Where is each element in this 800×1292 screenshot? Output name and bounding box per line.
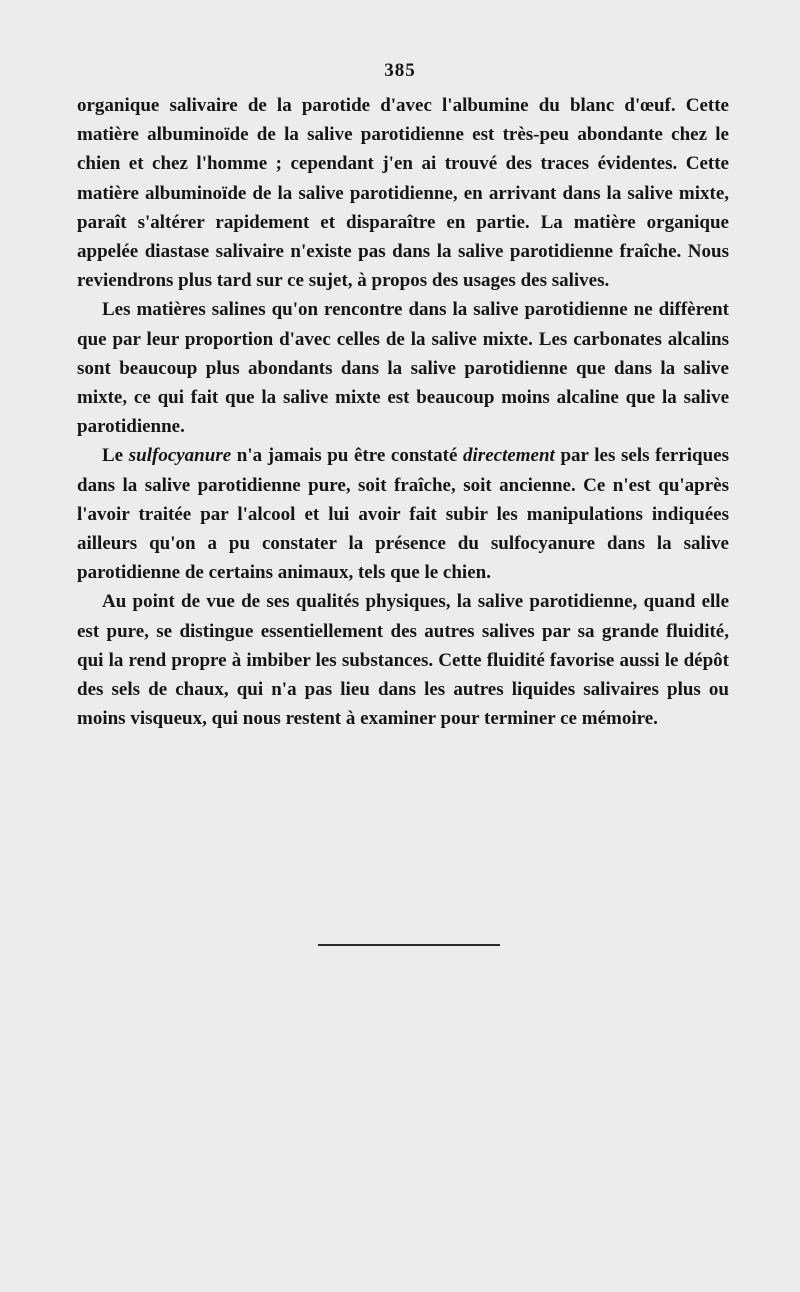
term-sulfocyanure: sulfocyanure [128,445,232,467]
page-number: 385 [384,60,416,81]
paragraph-continuation: organique salivaire de la parotide d'avec l'albumine du blanc d'œuf. Cette matière albuminoïde de la salive parotidienne est très-peu abondante chez le chien et chez l'homme ; cependant j'en ai trouvé des traces évidentes. Cette matière albuminoïde de la salive parotidienne, en arrivant dans la salive mixte, paraît s'altérer rapidement et disparaître en partie. La matière organique appelée diastase salivaire n'existe pas dans la salive parotidienne fraîche. Nous reviendrons plus tard sur ce sujet, à propos des usages des salives. [77,95,729,292]
paragraph-physical-qualities: Au point de vue de ses qualités physiques, la salive parotidienne, quand elle est pure, se distingue essentiellement des autres salives par sa grande fluidité, qui la rend propre à imbiber les substances. Cette fluidité favorise aussi le dépôt des sels de chaux, qui n'a pas lieu dans les autres liquides salivaires plus ou moins visqueux, qui nous restent à examiner pour terminer ce mémoire. [77,591,729,730]
paragraph-sulfocyanide [77,441,729,587]
section-end-rule [318,944,500,946]
paragraph-sulfocyanide-rest: par les sels ferriques dans la salive parotidienne pure, soit fraîche, soit ancienne. Ce n'est qu'après l'avoir traitée par l'alcool et lui avoir fait subir les manipulations indiquées ailleurs qu'on a pu constater la présence du sulfocyanure dans la salive parotidienne de certains animaux, tels que le chien. [77,445,730,584]
paragraph-saline-matters: Les matières salines qu'on rencontre dans la salive parotidienne ne diffèrent que par leur proportion d'avec celles de la salive mixte. Les carbonates alcalins sont beaucoup plus abondants dans la salive parotidienne que dans la salive mixte, ce qui fait que la salive mixte est beaucoup moins alcaline que la salive parotidienne. [77,299,729,438]
body-text [77,91,729,733]
paragraph-sulfocyanide-lead: Le [102,445,129,467]
term-directement: directement [463,445,555,467]
paragraph-sulfocyanide-mid: n'a jamais pu être constaté [231,445,464,467]
